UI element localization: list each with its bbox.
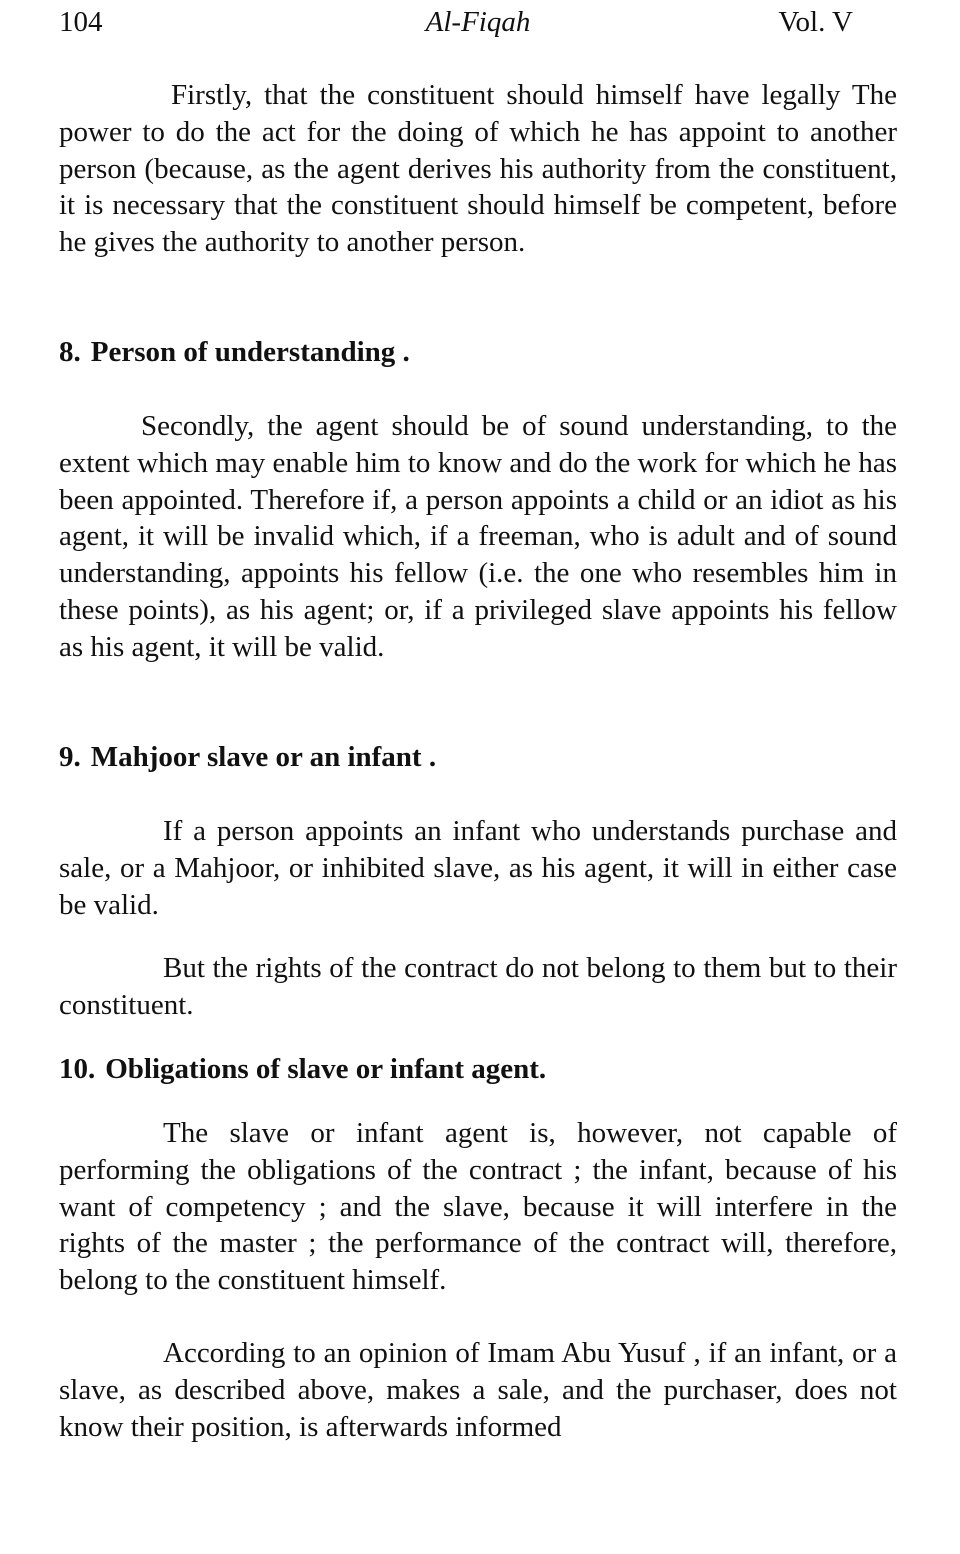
- section-number: 9.: [59, 741, 81, 773]
- book-title: Al-Fiqah: [425, 6, 531, 38]
- paragraph-firstly: Firstly, that the constituent should himself have legally The power to do the act for the doing of which he has appoint to another person (because, as the agent derives his authority from the constituent, it is necessary that the constituent should himself be competent, before he gives the authority to another person.: [59, 79, 897, 259]
- section-title: Person of understanding .: [90, 336, 410, 368]
- document-page: [59, 0, 897, 1554]
- section-title: Obligations of slave or infant agent.: [105, 1053, 547, 1085]
- section-title: Mahjoor slave or an infant .: [90, 741, 437, 773]
- paragraph-infant-appointment: If a person appoints an infant who understands purchase and sale, or a Mahjoor, or inhibited slave, as his agent, it will in either case be valid.: [59, 815, 897, 921]
- paragraph-obligations: The slave or infant agent is, however, not capable of performing the obligations of the contract ; the infant, because of his want of competency ; and the slave, because it will interfere in the rights of the master ; the performance of the contract will, therefore, belong to the constituent himself.: [59, 1117, 897, 1297]
- volume-label: Vol. V: [778, 6, 853, 38]
- section-number: 10.: [59, 1053, 96, 1085]
- running-header: [59, 4, 897, 40]
- paragraph-secondly: Secondly, the agent should be of sound understanding, to the extent which may enable him to know and do the work for which he has been appointed. Therefore if, a person appoints a child or an idiot as his agent, it will be invalid which, if a freeman, who is adult and of sound understanding, appoints his fellow (i.e. the one who resembles him in these points), as his agent; or, if a privileged slave appoints his fellow as his agent, it will be valid.: [59, 410, 897, 663]
- section-heading-9: [59, 739, 897, 775]
- paragraph-rights-of-contract: But the rights of the contract do not belong to them but to their constituent.: [59, 952, 897, 1021]
- section-number: 8.: [59, 336, 81, 368]
- section-heading-8: [59, 334, 897, 370]
- section-heading-10: [59, 1051, 897, 1087]
- paragraph-abu-yusuf-opinion: According to an opinion of Imam Abu Yusuf , if an infant, or a slave, as described above, makes a sale, and the purchaser, does not know their position, is afterwards informed: [59, 1337, 897, 1443]
- page-number: 104: [59, 6, 103, 38]
